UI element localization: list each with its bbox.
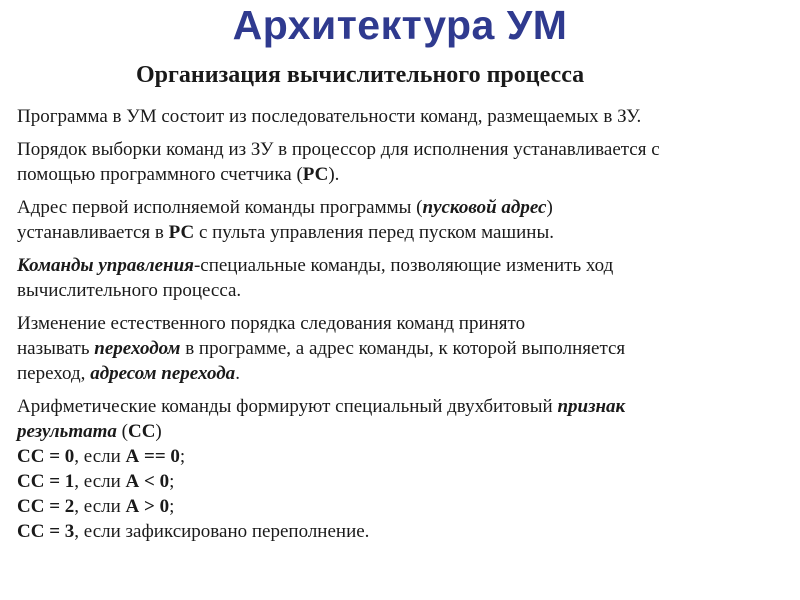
cc-case-mid: , если <box>74 496 126 517</box>
paragraph-line <box>17 336 787 361</box>
cc-case-lhs: СС = 0 <box>17 446 75 467</box>
term-result-flag: признак <box>557 396 626 417</box>
text-fragment: помощью программного счетчика ( <box>17 164 303 185</box>
term-pc: РС <box>168 222 195 243</box>
paragraph-text: Программа в УМ состоит из последовательности команд, размещаемых в ЗУ. <box>17 106 642 127</box>
cc-case-lhs: СС = 3 <box>17 521 75 542</box>
paragraph-line <box>17 220 787 245</box>
term-cc: СС <box>127 421 156 442</box>
cc-case-end: ; <box>179 446 186 467</box>
slide-subtitle: Организация вычислительного процесса <box>136 62 585 88</box>
cc-case <box>17 469 787 494</box>
cc-case-mid: , если <box>74 471 126 492</box>
text-fragment: ) <box>155 421 162 442</box>
text-fragment: ( <box>116 421 128 442</box>
paragraph-text: вычислительного процесса. <box>17 280 242 301</box>
cc-case-end: ; <box>169 471 175 492</box>
cc-case-cond: А < 0 <box>125 471 170 492</box>
text-fragment: с пульта управления перед пуском машины. <box>194 222 554 243</box>
term-pc: РС <box>302 164 329 185</box>
paragraph-fetch-order <box>17 137 787 187</box>
slide-body <box>17 104 787 550</box>
text-fragment: Адрес первой исполняемой команды программы ( <box>17 197 423 218</box>
text-fragment: ). <box>328 164 340 185</box>
paragraph-control-commands <box>17 253 787 303</box>
cc-case <box>17 494 787 519</box>
cc-case-lhs: СС = 1 <box>17 471 75 492</box>
cc-case-cond: А == 0 <box>125 446 180 467</box>
paragraph-line <box>17 195 787 220</box>
paragraph-line <box>17 162 787 187</box>
text-fragment: . <box>235 363 240 384</box>
cc-case-lhs: СС = 2 <box>17 496 75 517</box>
paragraph-text: Порядок выборки команд из ЗУ в процессор для исполнения устанавливается с <box>17 139 660 160</box>
text-fragment: называть <box>17 338 95 359</box>
paragraph-program <box>17 104 787 129</box>
cc-case-end: ; <box>169 496 175 517</box>
cc-case-cond: А > 0 <box>125 496 170 517</box>
paragraph-line <box>17 253 787 278</box>
paragraph-jump <box>17 311 787 386</box>
text-fragment: -специальные команды, позволяющие изменить ход <box>193 255 614 276</box>
text-fragment: устанавливается в <box>17 222 169 243</box>
term-result-flag-cont: результата <box>17 421 117 442</box>
text-fragment: в программе, а адрес команды, к которой выполняется <box>180 338 626 359</box>
text-fragment: Арифметические команды формируют специальный двухбитовый <box>17 396 558 417</box>
paragraph-text: Изменение естественного порядка следования команд принято <box>17 313 526 334</box>
term-jump: переходом <box>94 338 181 359</box>
paragraph-line <box>17 419 787 444</box>
paragraph-line <box>17 361 787 386</box>
paragraph-condition-code <box>17 394 787 544</box>
text-fragment: ) <box>546 197 553 218</box>
term-jump-address: адресом перехода <box>90 363 236 384</box>
cc-case <box>17 444 787 469</box>
term-control-commands: Команды управления <box>17 255 194 276</box>
slide-title: Архитектура УМ <box>232 2 568 48</box>
term-start-address: пусковой адрес <box>422 197 547 218</box>
text-fragment: переход, <box>17 363 91 384</box>
paragraph-start-address <box>17 195 787 245</box>
paragraph-line <box>17 394 787 419</box>
cc-case-mid: , если <box>74 446 126 467</box>
cc-case-mid: , если зафиксировано переполнение. <box>74 521 370 542</box>
cc-case <box>17 519 787 544</box>
